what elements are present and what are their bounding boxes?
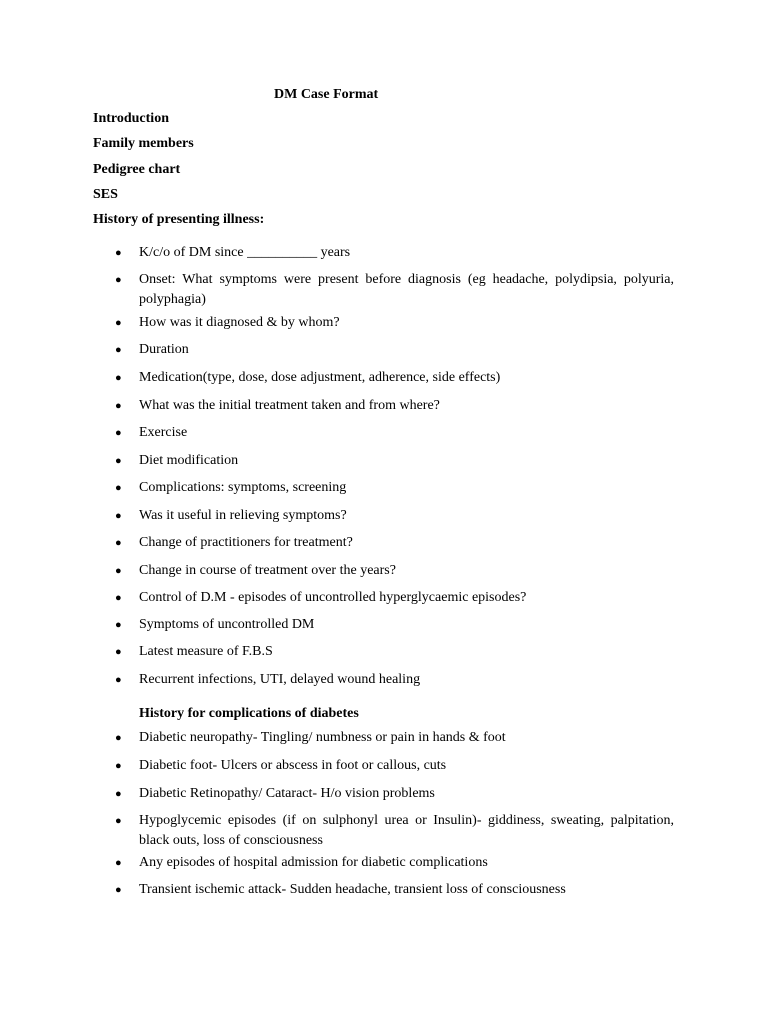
- heading-family-members: Family members: [93, 136, 194, 151]
- list-item: ● Latest measure of F.B.S: [139, 642, 674, 662]
- list-item: ● Diabetic foot- Ulcers or abscess in foot or callous, cuts: [139, 756, 674, 776]
- list-item: ● Control of D.M - episodes of uncontrolled hyperglycaemic episodes?: [139, 588, 674, 608]
- list-item: ● Onset: What symptoms were present before diagnosis (eg headache, polydipsia, polyuria, polyphagia): [115, 272, 674, 307]
- list-item: ● K/c/o of DM since __________ years: [139, 243, 674, 263]
- bullet-icon: ●: [115, 857, 122, 869]
- bullet-icon: ●: [115, 317, 122, 329]
- bullet-icon: ●: [115, 482, 122, 494]
- list-item: ● What was the initial treatment taken and from where?: [139, 396, 674, 416]
- bullet-icon: ●: [115, 788, 122, 800]
- bullet-icon: ●: [115, 619, 122, 631]
- list-item: ● Medication(type, dose, dose adjustment, adherence, side effects): [139, 368, 674, 388]
- list-item: ● Recurrent infections, UTI, delayed wound healing: [139, 670, 674, 690]
- heading-history-presenting-illness: History of presenting illness:: [93, 212, 265, 227]
- bullet-icon: ●: [115, 674, 122, 686]
- list-item: ● Hypoglycemic episodes (if on sulphonyl urea or Insulin)- giddiness, sweating, palpitation, black outs, loss of consciousness: [115, 813, 674, 848]
- bullet-icon: ●: [115, 400, 122, 412]
- list-item: ● Symptoms of uncontrolled DM: [139, 615, 674, 635]
- list-item: ● Change in course of treatment over the years?: [139, 561, 674, 581]
- list-item: ● Exercise: [139, 423, 674, 443]
- document-title: DM Case Format: [274, 87, 379, 102]
- list-item: ● Change of practitioners for treatment?: [139, 533, 674, 553]
- heading-complications: History for complications of diabetes: [139, 706, 359, 721]
- heading-pedigree-chart: Pedigree chart: [93, 162, 181, 177]
- bullet-icon: ●: [115, 760, 122, 772]
- bullet-icon: ●: [115, 884, 122, 896]
- bullet-icon: ●: [115, 247, 122, 259]
- list-item: ● Complications: symptoms, screening: [139, 478, 674, 498]
- list-item: ● Diabetic neuropathy- Tingling/ numbness or pain in hands & foot: [139, 728, 674, 748]
- heading-ses: SES: [93, 187, 118, 202]
- bullet-icon: ●: [115, 427, 122, 439]
- bullet-icon: ●: [115, 732, 122, 744]
- bullet-icon: ●: [115, 510, 122, 522]
- list-item: ● How was it diagnosed & by whom?: [139, 313, 674, 333]
- list-item: ● Diabetic Retinopathy/ Cataract- H/o vision problems: [139, 784, 674, 804]
- bullet-icon: ●: [115, 646, 122, 658]
- bullet-icon: ●: [115, 372, 122, 384]
- list-item: ● Was it useful in relieving symptoms?: [139, 506, 674, 526]
- list-item: ● Diet modification: [139, 451, 674, 471]
- bullet-icon: ●: [115, 344, 122, 356]
- bullet-icon: ●: [115, 592, 122, 604]
- list-item: ● Any episodes of hospital admission for diabetic complications: [139, 853, 674, 873]
- heading-introduction: Introduction: [93, 111, 169, 126]
- list-item: ● Transient ischemic attack- Sudden headache, transient loss of consciousness: [139, 880, 674, 900]
- list-item: ● Duration: [139, 340, 674, 360]
- bullet-icon: ●: [115, 565, 122, 577]
- bullet-icon: ●: [115, 455, 122, 467]
- bullet-icon: ●: [115, 274, 122, 286]
- bullet-icon: ●: [115, 537, 122, 549]
- bullet-icon: ●: [115, 815, 122, 827]
